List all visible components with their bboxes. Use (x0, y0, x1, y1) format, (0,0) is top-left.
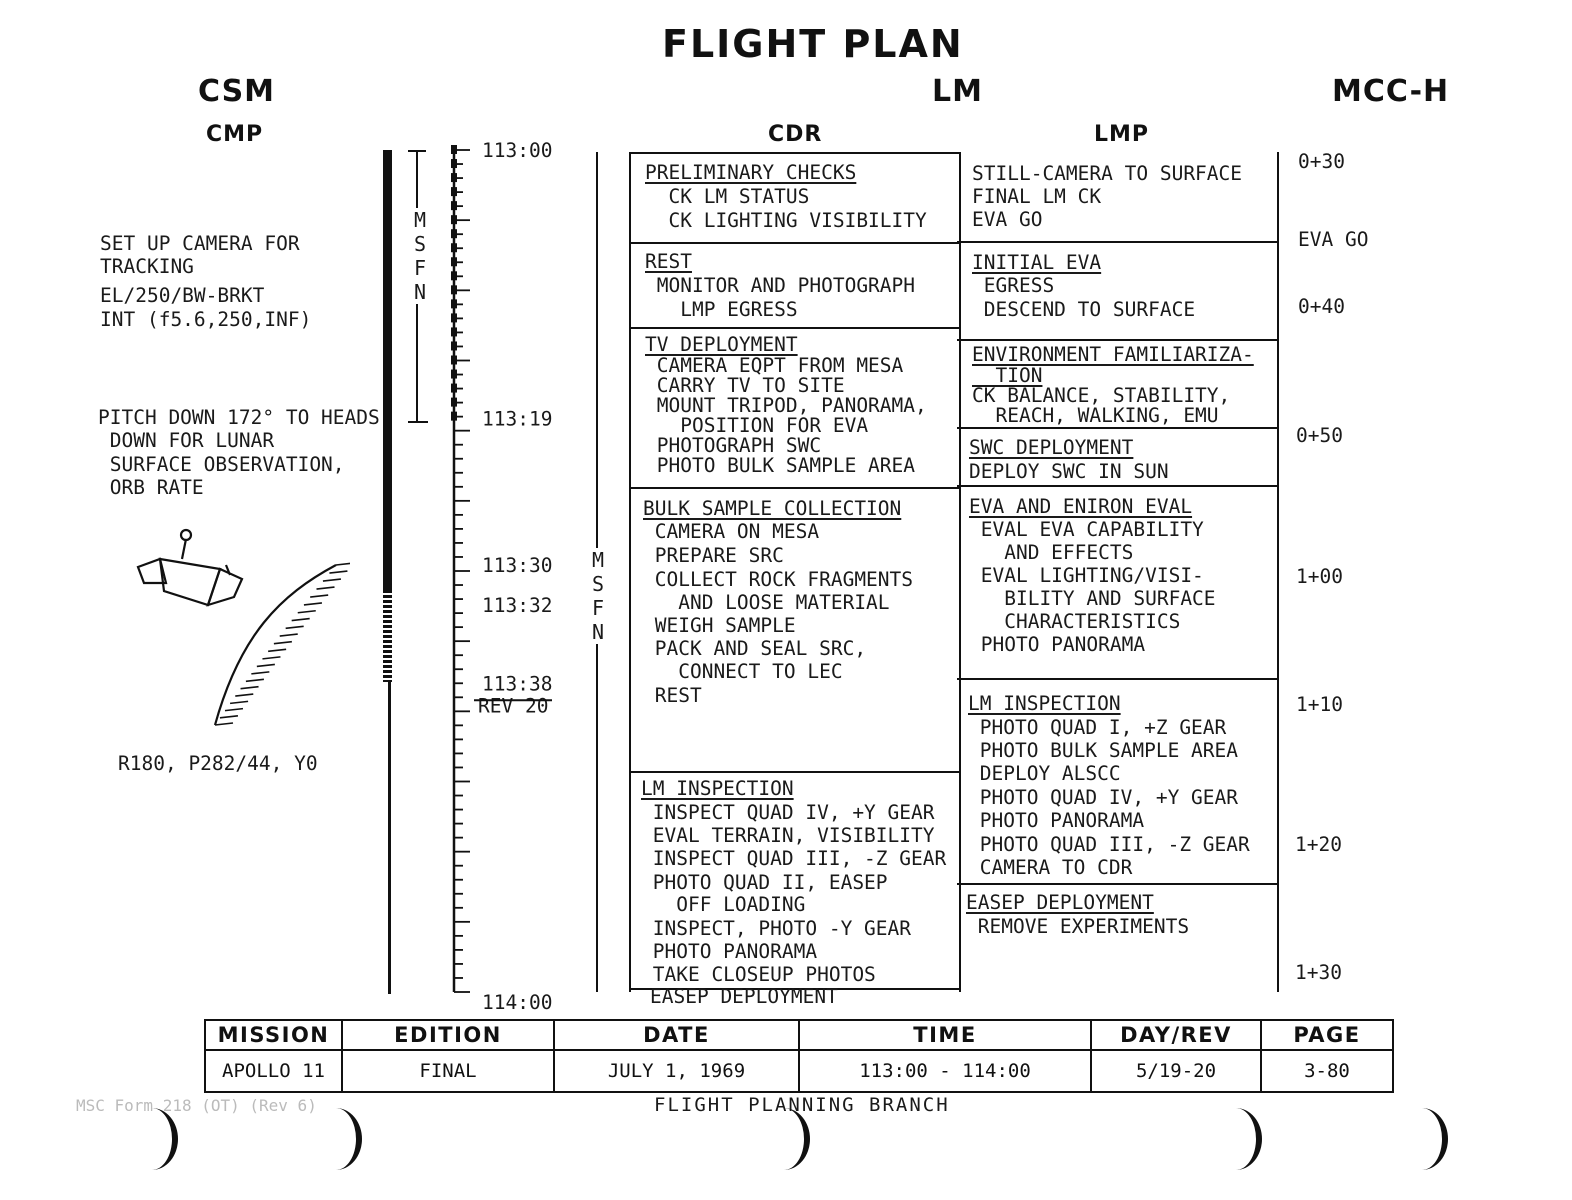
block-title: EASEP DEPLOYMENT (966, 891, 1154, 914)
block-title: PRELIMINARY CHECKS (645, 161, 857, 184)
spacecraft-illustration (130, 525, 350, 735)
msfn-letter: F (591, 596, 605, 620)
block-line: CK LM STATUS (645, 185, 810, 208)
binder-hole-mark (1396, 1108, 1448, 1170)
lmp-block-final-checks (957, 152, 1277, 243)
cdr-block-lm-inspection (631, 773, 959, 990)
footer-header: PAGE (1261, 1020, 1393, 1050)
block-title: ENVIRONMENT FAMILIARIZA- (972, 343, 1254, 366)
note-line: SET UP CAMERA FOR (100, 232, 300, 255)
block-line: EVAL LIGHTING/VISI- (969, 564, 1204, 587)
mcc-time: 1+30 (1295, 961, 1342, 984)
block-line: PHOTO QUAD I, +Z GEAR (968, 716, 1227, 739)
timeline-label: REV 20 (478, 694, 549, 718)
timeline-label: 113:38 (482, 672, 553, 696)
timeline-ruler (440, 140, 580, 1010)
footer-value: 113:00 - 114:00 (799, 1050, 1091, 1092)
footer-header: DAY/REV (1091, 1020, 1261, 1050)
lmp-block-eva-eval (957, 487, 1277, 680)
timeline-label: 113:30 (482, 554, 553, 577)
msfn-letter: M (413, 208, 427, 232)
block-line: CAMERA TO CDR (968, 856, 1133, 879)
block-line: REST (643, 684, 702, 707)
footer-header: DATE (554, 1020, 799, 1050)
msfn-coverage-mark (451, 398, 457, 407)
footer-header: EDITION (342, 1020, 554, 1050)
msfn-coverage-mark (451, 384, 457, 393)
block-line: PHOTO PANORAMA (641, 940, 818, 963)
note-line: PITCH DOWN 172° TO HEADS (98, 406, 380, 429)
block-title: EVA AND ENIRON EVAL (969, 495, 1193, 518)
binder-hole-mark (758, 1108, 810, 1170)
cmp-header: CMP (206, 122, 264, 147)
msfn-letter: S (591, 572, 605, 596)
block-line: CAMERA ON MESA (643, 520, 820, 543)
block-line: DEPLOY SWC IN SUN (969, 460, 1169, 483)
block-line: CK BALANCE, STABILITY, (972, 384, 1231, 407)
msfn-coverage-mark (451, 201, 457, 210)
note-line: DOWN FOR LUNAR (98, 429, 275, 452)
msfn-letter: S (413, 232, 427, 256)
block-line: EVA GO (972, 208, 1043, 231)
block-line: STILL-CAMERA TO SURFACE (972, 162, 1243, 185)
cdr-easep-deployment: EASEP DEPLOYMENT (650, 985, 838, 1008)
timeline-label: 113:00 (482, 140, 553, 162)
note-line: INT (f5.6,250,INF) (100, 308, 312, 331)
attitude-note: R180, P282/44, Y0 (118, 752, 318, 775)
branch-label: FLIGHT PLANNING BRANCH (654, 1094, 950, 1116)
cdr-header: CDR (768, 122, 823, 147)
page-title: FLIGHT PLAN (662, 22, 964, 66)
form-number: MSC Form 218 (OT) (Rev 6) (76, 1096, 317, 1115)
msfn-bracket-bottom (408, 421, 428, 423)
footer-value: APOLLO 11 (205, 1050, 342, 1092)
footer-value: 3-80 (1261, 1050, 1393, 1092)
block-line: COLLECT ROCK FRAGMENTS (643, 568, 914, 591)
block-line: POSITION FOR EVA (645, 414, 869, 437)
msfn-coverage-mark (451, 243, 457, 252)
footer-value: JULY 1, 1969 (554, 1050, 799, 1092)
lmp-block-environment (957, 341, 1277, 429)
block-line: PHOTO PANORAMA (968, 809, 1145, 832)
msfn-coverage-mark (451, 257, 457, 266)
msfn-coverage-mark (451, 271, 457, 280)
mcc-time: 1+20 (1295, 833, 1342, 856)
note-line: EL/250/BW-BRKT (100, 284, 265, 307)
csm-activity-bar (383, 150, 392, 590)
block-title: TV DEPLOYMENT (645, 333, 798, 356)
lmp-block-swc-deployment (957, 429, 1277, 487)
msfn-coverage-mark (451, 285, 457, 294)
csm-dashed-bar (383, 590, 392, 682)
block-line: INSPECT QUAD IV, +Y GEAR (641, 801, 935, 824)
msfn-coverage-mark (451, 412, 457, 421)
block-line: DEPLOY ALSCC (968, 762, 1121, 785)
block-line: PHOTO BULK SAMPLE AREA (968, 739, 1239, 762)
msfn-label-right (588, 548, 608, 644)
block-title: LM INSPECTION (968, 692, 1121, 715)
cdr-block-preliminary-checks (631, 154, 959, 244)
mcc-time: 0+40 (1298, 295, 1345, 318)
mcc-time: 0+30 (1298, 150, 1345, 173)
block-line: PHOTO BULK SAMPLE AREA (645, 454, 916, 477)
block-line: CONNECT TO LEC (643, 660, 843, 683)
block-title-continued: TION (972, 364, 1043, 387)
timeline-label: 113:19 (482, 407, 553, 431)
block-line: PHOTO PANORAMA (969, 633, 1146, 656)
msfn-letter: N (413, 280, 427, 304)
block-line: CK LIGHTING VISIBILITY (645, 209, 927, 232)
block-line: PREPARE SRC (643, 544, 784, 567)
block-line: OFF LOADING (641, 893, 806, 916)
msfn-coverage-mark (451, 341, 457, 350)
block-line: PHOTO QUAD III, -Z GEAR (968, 833, 1250, 856)
msfn-coverage-mark (451, 229, 457, 238)
msfn-letter: F (413, 256, 427, 280)
msfn-label-left (410, 208, 430, 304)
footer-table (204, 1019, 1394, 1093)
csm-header: CSM (198, 74, 276, 109)
note-line: SURFACE OBSERVATION, (98, 453, 345, 476)
block-line: EVAL TERRAIN, VISIBILITY (641, 824, 935, 847)
mcc-time: 1+10 (1296, 693, 1343, 716)
block-line: LMP EGRESS (645, 298, 798, 321)
lm-header: LM (932, 74, 983, 109)
cdr-block-rest (631, 244, 959, 329)
block-line: MOUNT TRIPOD, PANORAMA, (645, 394, 927, 417)
binder-hole-mark (126, 1108, 178, 1170)
block-line: REMOVE EXPERIMENTS (966, 915, 1190, 938)
block-line: AND EFFECTS (969, 541, 1134, 564)
lmp-block-initial-eva (957, 243, 1277, 341)
msfn-coverage-mark (451, 159, 457, 168)
msfn-bracket-top (408, 150, 426, 152)
lmp-block-lm-inspection (957, 680, 1277, 885)
block-line: BILITY AND SURFACE (969, 587, 1216, 610)
msfn-coverage-mark (451, 299, 457, 308)
block-line: CARRY TV TO SITE (645, 374, 845, 397)
binder-hole-mark (310, 1108, 362, 1170)
mcc-time: 1+00 (1296, 565, 1343, 588)
block-line: DESCEND TO SURFACE (972, 298, 1196, 321)
block-line: INSPECT QUAD III, -Z GEAR (641, 847, 947, 870)
cdr-block-tv-deployment (631, 329, 959, 489)
block-line: EVAL EVA CAPABILITY (969, 518, 1204, 541)
timeline-label: 114:00 (482, 991, 553, 1010)
mcc-header: MCC-H (1332, 74, 1450, 109)
msfn-coverage-mark (451, 187, 457, 196)
csm-line (388, 682, 391, 994)
block-line: AND LOOSE MATERIAL (643, 591, 890, 614)
msfn-coverage-mark (451, 313, 457, 322)
block-line: PACK AND SEAL SRC, (643, 637, 867, 660)
lmp-column (957, 152, 1279, 992)
msfn-coverage-mark (451, 327, 457, 336)
block-line: EGRESS (972, 274, 1055, 297)
cdr-column (629, 152, 961, 992)
msfn-coverage-mark (451, 370, 457, 379)
block-line: MONITOR AND PHOTOGRAPH (645, 274, 916, 297)
footer-header-row (205, 1020, 1393, 1050)
msfn-coverage-mark (451, 356, 457, 365)
mcc-time: 0+50 (1296, 424, 1343, 447)
footer-header: TIME (799, 1020, 1091, 1050)
block-line: FINAL LM CK (972, 185, 1102, 208)
note-line: ORB RATE (98, 476, 204, 499)
lmp-block-easep-deployment (957, 885, 1277, 985)
msfn-letter: M (591, 548, 605, 572)
block-title: LM INSPECTION (641, 777, 794, 800)
block-title: BULK SAMPLE COLLECTION (643, 497, 902, 520)
msfn-letter: N (591, 620, 605, 644)
block-line: TAKE CLOSEUP PHOTOS (641, 963, 876, 986)
block-line: PHOTO QUAD II, EASEP (641, 871, 888, 894)
block-title: SWC DEPLOYMENT (969, 436, 1134, 459)
block-line: CHARACTERISTICS (969, 610, 1181, 633)
block-title: INITIAL EVA (972, 251, 1102, 274)
mcc-eva-go: EVA GO (1298, 228, 1369, 251)
msfn-coverage-mark (451, 145, 457, 154)
block-line: WEIGH SAMPLE (643, 614, 796, 637)
note-line: TRACKING (100, 255, 194, 278)
block-title: REST (645, 250, 692, 273)
msfn-coverage-mark (451, 173, 457, 182)
block-line: CAMERA EQPT FROM MESA (645, 354, 904, 377)
footer-value-row (205, 1050, 1393, 1092)
msfn-coverage-mark (451, 215, 457, 224)
lmp-header: LMP (1094, 122, 1150, 147)
timeline-label: 113:32 (482, 594, 553, 618)
block-line: PHOTO QUAD IV, +Y GEAR (968, 786, 1239, 809)
cdr-block-bulk-sample (631, 489, 959, 773)
footer-header: MISSION (205, 1020, 342, 1050)
binder-hole-mark (1210, 1108, 1262, 1170)
block-line: INSPECT, PHOTO -Y GEAR (641, 917, 912, 940)
footer-value: 5/19-20 (1091, 1050, 1261, 1092)
footer-value: FINAL (342, 1050, 554, 1092)
block-line: PHOTOGRAPH SWC (645, 434, 822, 457)
block-line: REACH, WALKING, EMU (972, 404, 1219, 427)
